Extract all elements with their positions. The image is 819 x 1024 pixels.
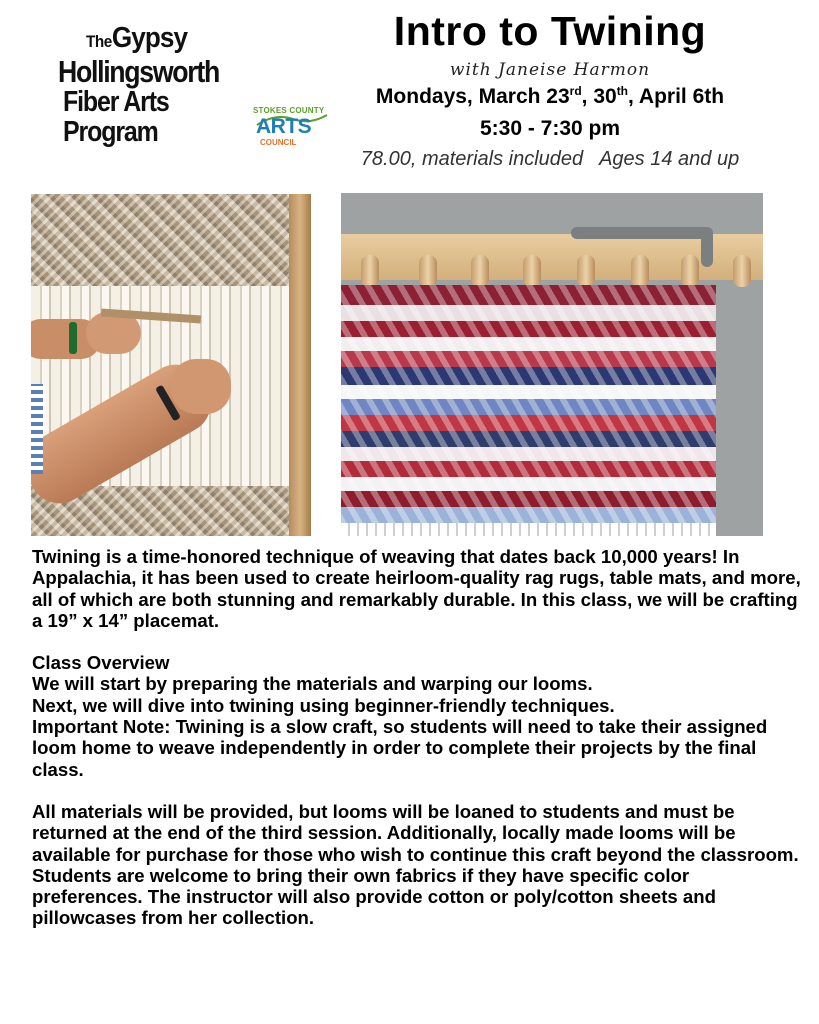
overview-line-2: Next, we will dive into twining using beginner-friendly techniques. (32, 694, 615, 716)
metal-rod (571, 227, 711, 239)
loom-board (341, 234, 763, 280)
logo-line-3: Fiber Arts (63, 86, 169, 118)
price-and-ages: 78.00, materials included Ages 14 and up (360, 148, 740, 170)
loom-peg (733, 255, 751, 287)
council-arts-label: ARTS (256, 115, 312, 138)
materials-paragraph: All materials will be provided, but looms will be loaned to students and must be returned at the end of the third session. Additionally, locally made looms will be available for purchase for those who wish to continue this craft beyond the classroom. Students are welcome to bring their own fabrics if they have specific color preferences. The instructor will also provide cotton or poly/cotton sheets and pillowcases from her collection. (32, 800, 799, 929)
page-title: Intro to Twining (393, 8, 707, 54)
loom-peg (631, 255, 649, 287)
important-note: Important Note: Twining is a slow craft, so students will need to take their assigned loom home to weave independently in order to complete their projects by the final class. (32, 716, 768, 780)
loom-peg (361, 255, 379, 287)
council-county-label: STOKES COUNTY (253, 106, 325, 115)
intro-paragraph: Twining is a time-honored technique of weaving that dates back 10,000 years! In Appalachia, it has been used to create heirloom-quality rag rugs, table mats, and more, all of which are both stunning and remarkably durable. In this class, we will be crafting a 19” x 14” placemat. (32, 546, 801, 631)
class-description (32, 546, 802, 929)
loom-frame (289, 194, 311, 536)
overview-heading: Class Overview (32, 652, 170, 674)
class-dates: Mondays, March 23rd, 30th, April 6th (375, 84, 725, 108)
loom-peg (523, 255, 541, 287)
instructor-line: with Janeise Harmon (449, 60, 651, 80)
bracelet (69, 322, 77, 354)
right-hand (171, 359, 231, 414)
loom-peg (419, 255, 437, 287)
loom-warp-bottom (341, 523, 716, 536)
council-label: COUNCIL (260, 138, 297, 147)
class-time: 5:30 - 7:30 pm (479, 117, 621, 140)
twined-placemat (341, 285, 716, 525)
logo-line-1: TheGypsy (86, 22, 188, 54)
logo-line-2: Hollingsworth (58, 54, 219, 89)
striped-sleeve (31, 384, 43, 474)
overview-line-1: We will start by preparing the materials and warping our looms. (32, 673, 593, 695)
loom-peg (577, 255, 595, 287)
loom-peg (471, 255, 489, 287)
logo-line-4: Program (63, 116, 158, 148)
loom-peg (681, 255, 699, 287)
placemat-loom-photo (341, 193, 763, 536)
metal-rod-bend (701, 227, 713, 267)
program-logo (58, 22, 325, 152)
twining-hands-photo (31, 194, 311, 536)
